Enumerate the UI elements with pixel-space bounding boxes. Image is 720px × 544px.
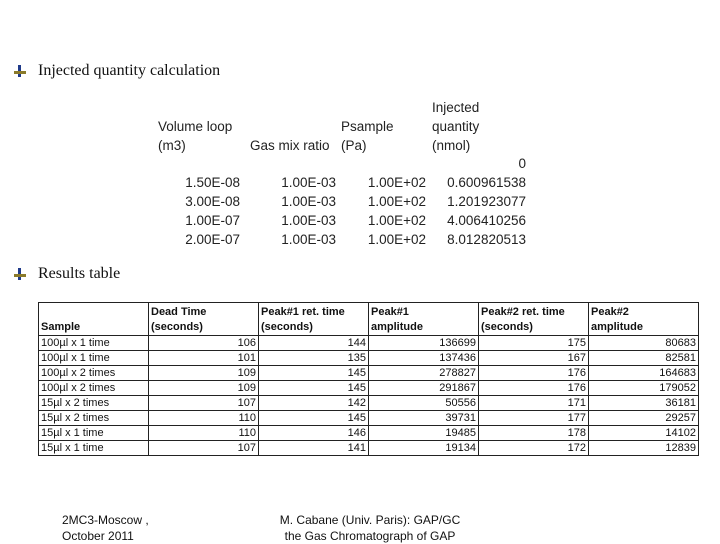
cell-peak1-ret: 146 — [259, 426, 369, 441]
cell-peak1-amp: 50556 — [369, 396, 479, 411]
table-row — [39, 336, 699, 351]
cell-peak2-amp: 14102 — [589, 426, 699, 441]
cell-peak1-amp: 136699 — [369, 336, 479, 351]
results-table — [38, 302, 699, 456]
cell-peak1-ret: 142 — [259, 396, 369, 411]
calc-cell: 4.006410256 — [447, 213, 526, 228]
cell-peak1-ret: 145 — [259, 411, 369, 426]
cell-peak2-ret: 175 — [479, 336, 589, 351]
cell-peak1-ret: 135 — [259, 351, 369, 366]
calc-column-volume — [150, 173, 240, 249]
calc-cell: 1.00E-07 — [185, 213, 240, 228]
table-row — [39, 396, 699, 411]
cell-sample: 15µl x 2 times — [39, 411, 149, 426]
cell-dead-time: 107 — [149, 396, 259, 411]
calc-cell: 1.50E-08 — [185, 175, 240, 190]
cell-peak1-amp: 19134 — [369, 441, 479, 456]
cell-sample: 100µl x 1 time — [39, 336, 149, 351]
calc-cell: 1.00E-03 — [281, 213, 336, 228]
calc-cell: 8.012820513 — [447, 232, 526, 247]
calc-header-psample: Psample (Pa) — [341, 119, 394, 153]
cell-sample: 100µl x 2 times — [39, 381, 149, 396]
calc-cell: 1.00E-03 — [281, 175, 336, 190]
cell-peak1-ret: 145 — [259, 366, 369, 381]
cell-peak1-amp: 19485 — [369, 426, 479, 441]
header-dead-time: Dead Time (seconds) — [149, 303, 259, 336]
cell-peak2-amp: 36181 — [589, 396, 699, 411]
cell-peak2-ret: 178 — [479, 426, 589, 441]
table-row — [39, 366, 699, 381]
header-sample: Sample — [39, 303, 149, 336]
footer-left: 2MC3-Moscow , October 2011 — [62, 513, 149, 543]
cell-peak1-ret: 145 — [259, 381, 369, 396]
calc-cell: 0.600961538 — [447, 175, 526, 190]
header-peak1-amplitude: Peak#1 amplitude — [369, 303, 479, 336]
cell-peak2-ret: 177 — [479, 411, 589, 426]
cell-peak2-ret: 171 — [479, 396, 589, 411]
cell-sample: 15µl x 2 times — [39, 396, 149, 411]
cell-peak2-amp: 164683 — [589, 366, 699, 381]
calc-column-quantity — [426, 154, 526, 249]
calc-column-ratio — [246, 173, 336, 249]
cell-dead-time: 109 — [149, 381, 259, 396]
calc-header-gas-mix-ratio: Gas mix ratio — [250, 138, 330, 153]
cell-peak2-amp: 82581 — [589, 351, 699, 366]
cell-peak1-ret: 144 — [259, 336, 369, 351]
calc-cell: 1.00E-03 — [281, 194, 336, 209]
header-peak1-ret-time: Peak#1 ret. time (seconds) — [259, 303, 369, 336]
cell-peak1-ret: 141 — [259, 441, 369, 456]
table-header-row — [39, 303, 699, 336]
calc-cell: 1.00E+02 — [367, 232, 426, 247]
cell-peak2-amp: 29257 — [589, 411, 699, 426]
calc-cell: 1.00E+02 — [367, 175, 426, 190]
cell-peak2-ret: 167 — [479, 351, 589, 366]
cell-peak1-amp: 291867 — [369, 381, 479, 396]
cell-sample: 15µl x 1 time — [39, 441, 149, 456]
header-peak2-amplitude: Peak#2 amplitude — [589, 303, 699, 336]
calc-cell: 1.00E+02 — [367, 213, 426, 228]
table-row — [39, 351, 699, 366]
cell-peak2-ret: 176 — [479, 366, 589, 381]
cell-sample: 100µl x 2 times — [39, 366, 149, 381]
calc-cell: 2.00E-07 — [185, 232, 240, 247]
cell-peak2-ret: 176 — [479, 381, 589, 396]
cell-dead-time: 109 — [149, 366, 259, 381]
cell-peak2-ret: 172 — [479, 441, 589, 456]
table-row — [39, 441, 699, 456]
cell-peak2-amp: 12839 — [589, 441, 699, 456]
bullet-icon — [14, 268, 26, 280]
calc-cell: 1.201923077 — [447, 194, 526, 209]
section-heading-injected-quantity — [14, 62, 220, 80]
bullet-icon — [14, 65, 26, 77]
calc-cell: 1.00E+02 — [367, 194, 426, 209]
cell-dead-time: 106 — [149, 336, 259, 351]
cell-dead-time: 110 — [149, 426, 259, 441]
cell-sample: 15µl x 1 time — [39, 426, 149, 441]
calc-cell: 3.00E-08 — [185, 194, 240, 209]
header-peak2-ret-time: Peak#2 ret. time (seconds) — [479, 303, 589, 336]
calc-cell: 1.00E-03 — [281, 232, 336, 247]
calc-cell: 0 — [518, 156, 526, 171]
section-title: Injected quantity calculation — [38, 62, 221, 79]
cell-dead-time: 110 — [149, 411, 259, 426]
footer-center: M. Cabane (Univ. Paris): GAP/GC the Gas Chromatograph of GAP — [279, 513, 461, 543]
cell-dead-time: 101 — [149, 351, 259, 366]
cell-dead-time: 107 — [149, 441, 259, 456]
cell-peak1-amp: 278827 — [369, 366, 479, 381]
table-row — [39, 426, 699, 441]
section-heading-results-table — [14, 265, 120, 283]
section-title: Results table — [38, 265, 121, 282]
cell-sample: 100µl x 1 time — [39, 351, 149, 366]
table-row — [39, 411, 699, 426]
cell-peak1-amp: 137436 — [369, 351, 479, 366]
table-row — [39, 381, 699, 396]
calc-header-injected-quantity: Injected quantity (nmol) — [432, 100, 480, 153]
calc-column-psample — [336, 173, 426, 249]
cell-peak1-amp: 39731 — [369, 411, 479, 426]
cell-peak2-amp: 80683 — [589, 336, 699, 351]
calc-header-volume-loop: Volume loop (m3) — [158, 119, 233, 153]
cell-peak2-amp: 179052 — [589, 381, 699, 396]
